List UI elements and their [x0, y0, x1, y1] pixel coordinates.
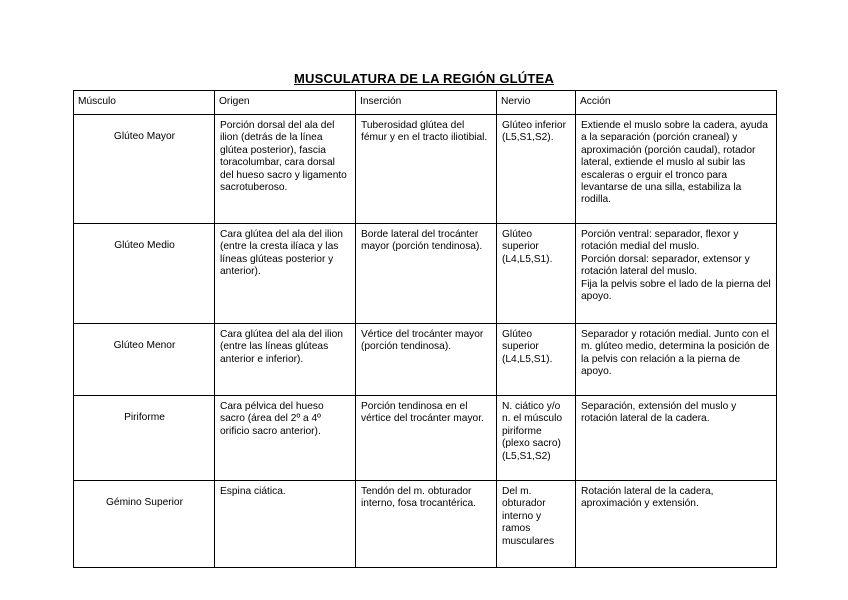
cell-musculo: Gémino Superior: [74, 481, 215, 568]
cell-accion: Porción ventral: separador, flexor y rotación medial del muslo. Porción dorsal: separador, extensor y rotación lateral del muslo. Fija la pelvis sobre el lado de la pierna del apoyo.: [576, 224, 777, 324]
page-title: MUSCULATURA DE LA REGIÓN GLÚTEA: [294, 71, 554, 86]
cell-accion: Separación, extensión del muslo y rotación lateral de la cadera.: [576, 396, 777, 481]
cell-musculo: Piriforme: [74, 396, 215, 481]
table-row: [74, 481, 777, 568]
cell-origen: Cara pélvica del hueso sacro (área del 2º a 4º orificio sacro anterior).: [215, 396, 356, 481]
cell-accion: Separador y rotación medial. Junto con el m. glúteo medio, determina la posición de la pelvis con relación a la pierna de apoyo.: [576, 324, 777, 396]
cell-insercion: Vértice del trocánter mayor (porción tendinosa).: [356, 324, 497, 396]
cell-musculo: Glúteo Mayor: [74, 115, 215, 224]
table-row: [74, 115, 777, 224]
header-insercion: Inserción: [356, 91, 497, 115]
table-row: [74, 396, 777, 481]
cell-accion: Extiende el muslo sobre la cadera, ayuda a la separación (porción craneal) y aproximación (porción caudal), rotador lateral, extiende el muslo al subir las escaleras o erguir el tronco para levantarse de una silla, estabiliza la rodilla.: [576, 115, 777, 224]
cell-nervio: Glúteo inferior (L5,S1,S2).: [497, 115, 576, 224]
table-row: [74, 324, 777, 396]
header-accion: Acción: [576, 91, 777, 115]
cell-origen: Espina ciática.: [215, 481, 356, 568]
cell-nervio: Del m. obturador interno y ramos musculares: [497, 481, 576, 568]
cell-insercion: Tuberosidad glútea del fémur y en el tracto iliotibial.: [356, 115, 497, 224]
cell-insercion: Porción tendinosa en el vértice del trocánter mayor.: [356, 396, 497, 481]
table-row: [74, 224, 777, 324]
cell-insercion: Borde lateral del trocánter mayor (porción tendinosa).: [356, 224, 497, 324]
table-header-row: [74, 91, 777, 115]
cell-insercion: Tendón del m. obturador interno, fosa trocantérica.: [356, 481, 497, 568]
cell-origen: Cara glútea del ala del ilion (entre la cresta ilíaca y las líneas glúteas posterior y anterior).: [215, 224, 356, 324]
cell-origen: Porción dorsal del ala del ilion (detrás de la línea glútea posterior), fascia toracolumbar, cara dorsal del hueso sacro y ligamento sacrotuberoso.: [215, 115, 356, 224]
cell-musculo: Glúteo Medio: [74, 224, 215, 324]
header-nervio: Nervio: [497, 91, 576, 115]
cell-nervio: N. ciático y/o n. el músculo piriforme (plexo sacro) (L5,S1,S2): [497, 396, 576, 481]
muscle-table: [73, 90, 777, 568]
cell-nervio: Glúteo superior (L4,L5,S1).: [497, 324, 576, 396]
cell-nervio: Glúteo superior (L4,L5,S1).: [497, 224, 576, 324]
cell-accion: Rotación lateral de la cadera, aproximación y extensión.: [576, 481, 777, 568]
cell-musculo: Glúteo Menor: [74, 324, 215, 396]
header-origen: Origen: [215, 91, 356, 115]
header-musculo: Músculo: [74, 91, 215, 115]
cell-origen: Cara glútea del ala del ilion (entre las líneas glúteas anterior e inferior).: [215, 324, 356, 396]
